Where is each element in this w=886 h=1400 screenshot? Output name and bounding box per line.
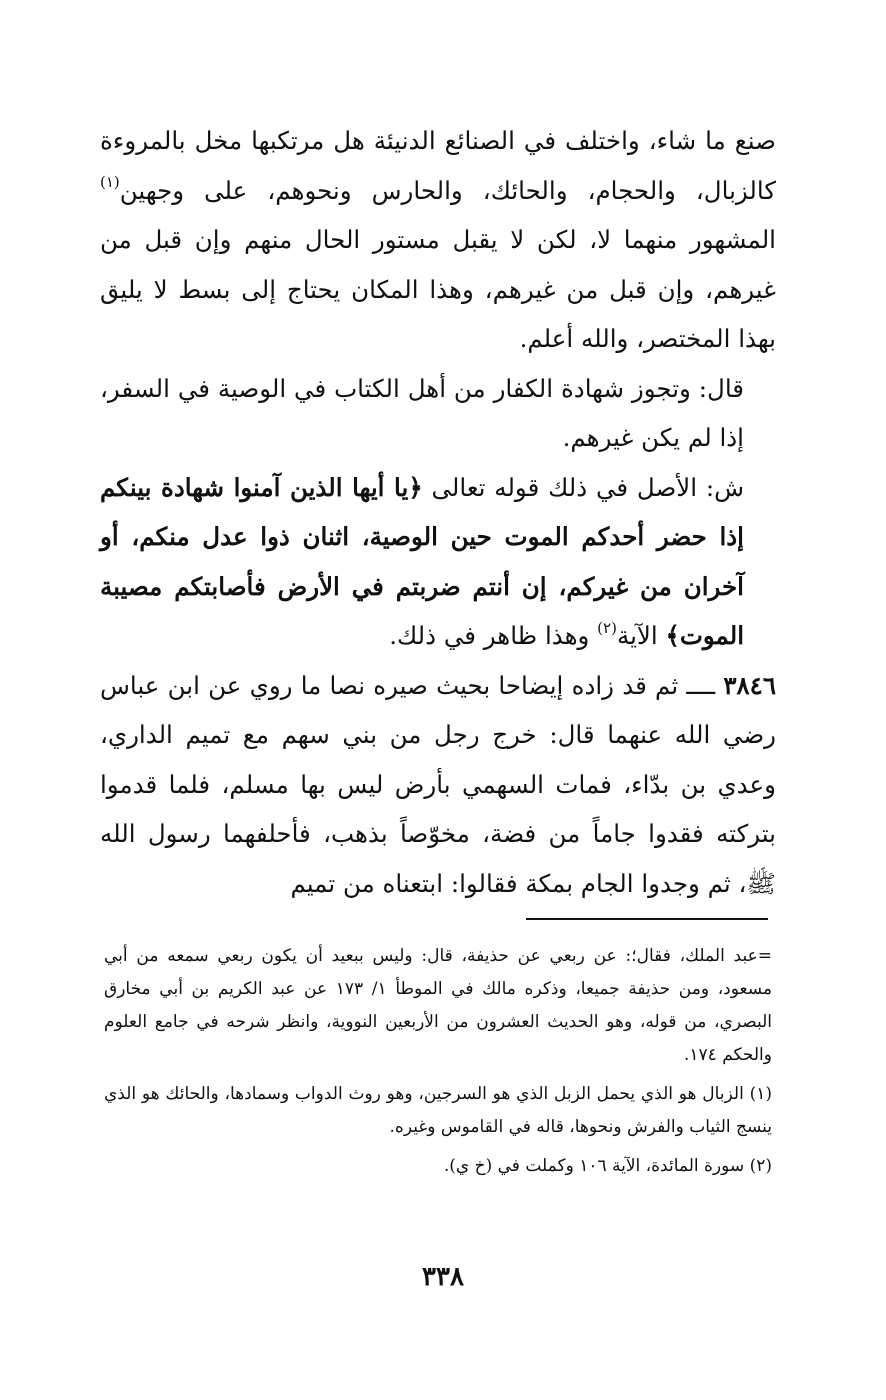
footnote-ref-1[interactable]: (١) — [100, 173, 120, 192]
paragraph-2 — [100, 364, 776, 463]
para1-text: صنع ما شاء، واختلف في الصنائع الدنيئة هل مرتكبها مخل بالمروءة كالزبال، والحجام، والحائك، والحارس ونحوهم، على وجهين — [100, 126, 776, 205]
footnote-1: (١) الزبال هو الذي يحمل الزبل الذي هو السرجين، وهو روث الدواب وسمادها، والحائك هو الذي ينسج الثياب والفرش ونحوها، قاله في القاموس وغيره. — [104, 1084, 772, 1137]
page-number: ٣٣٨ — [422, 1262, 464, 1292]
footnotes — [104, 940, 772, 1189]
aya-label: الآية — [616, 621, 666, 650]
para1-cont-text: المشهور منهما لا، لكن لا يقبل مستور الحال منهم وإن قبل من غيرهم، وإن قبل من غيرهم، وهذا المكان يحتاج إلى بسط لا يليق بهذا المختصر، والله أعلم. — [100, 225, 776, 353]
para3-lead-text: ش: الأصل في ذلك قوله تعالى — [422, 472, 745, 502]
footnote-continued: =عبد الملك، فقال؛: عن ربعي عن حذيفة، قال: وليس ببعيد أن يكون ربعي سمعه من أبي مسعود، ومن حذيفة جميعا، وذكره مالك في الموطأ ١/ ١٧٣ عن عبد الكريم بن أبي مخارق البصري، من قوله، وهو الحديث العشرون من الأربعين النووية، وانظر شرحه في جامع العلوم والحكم ١٧٤. — [104, 946, 773, 1065]
hadith-text: ثم قد زاده إيضاحا بحيث صيره نصا ما روي عن ابن عباس رضي الله عنهما قال: خرج رجل من بني سهم مع تميم الداري، وعدي بن بدّاء، فمات السهمي بأرض ليس بها مسلم، فلما قدموا بتركته فقدوا جاماً من فضة، مخوّصاً بذهب، فأحلفهما رسول الله ﷺ، ثم وجدوا الجام بمكة فقالوا: ابتعناه من تميم — [100, 670, 776, 898]
footnote-separator — [526, 918, 768, 920]
para2-text: قال: وتجوز شهادة الكفار من أهل الكتاب في الوصية في السفر، إذا لم يكن غيرهم. — [100, 373, 744, 452]
paragraph-1 — [100, 116, 776, 364]
hadith-number: ٣٨٤٦ — [723, 670, 776, 700]
hadith-dash: ــــ — [678, 670, 724, 700]
paragraph-3 — [100, 463, 776, 661]
footnote-2: (٢) سورة المائدة، الآية ١٠٦ وكملت في (خ ي). — [443, 1156, 772, 1176]
quran-verse: ﴿يا أيها الذين آمنوا شهادة بينكم إذا حضر أحدكم الموت حين الوصية، اثنان ذوا عدل منكم، أو آخران من غيركم، إن أنتم ضربتم في الأرض فأصابتكم مصيبة الموت﴾ — [100, 472, 744, 650]
main-text — [100, 116, 776, 908]
footnote-ref-2[interactable]: (٢) — [597, 618, 617, 637]
para3-tail-text: وهذا ظاهر في ذلك. — [389, 621, 598, 650]
hadith-paragraph — [100, 661, 776, 909]
